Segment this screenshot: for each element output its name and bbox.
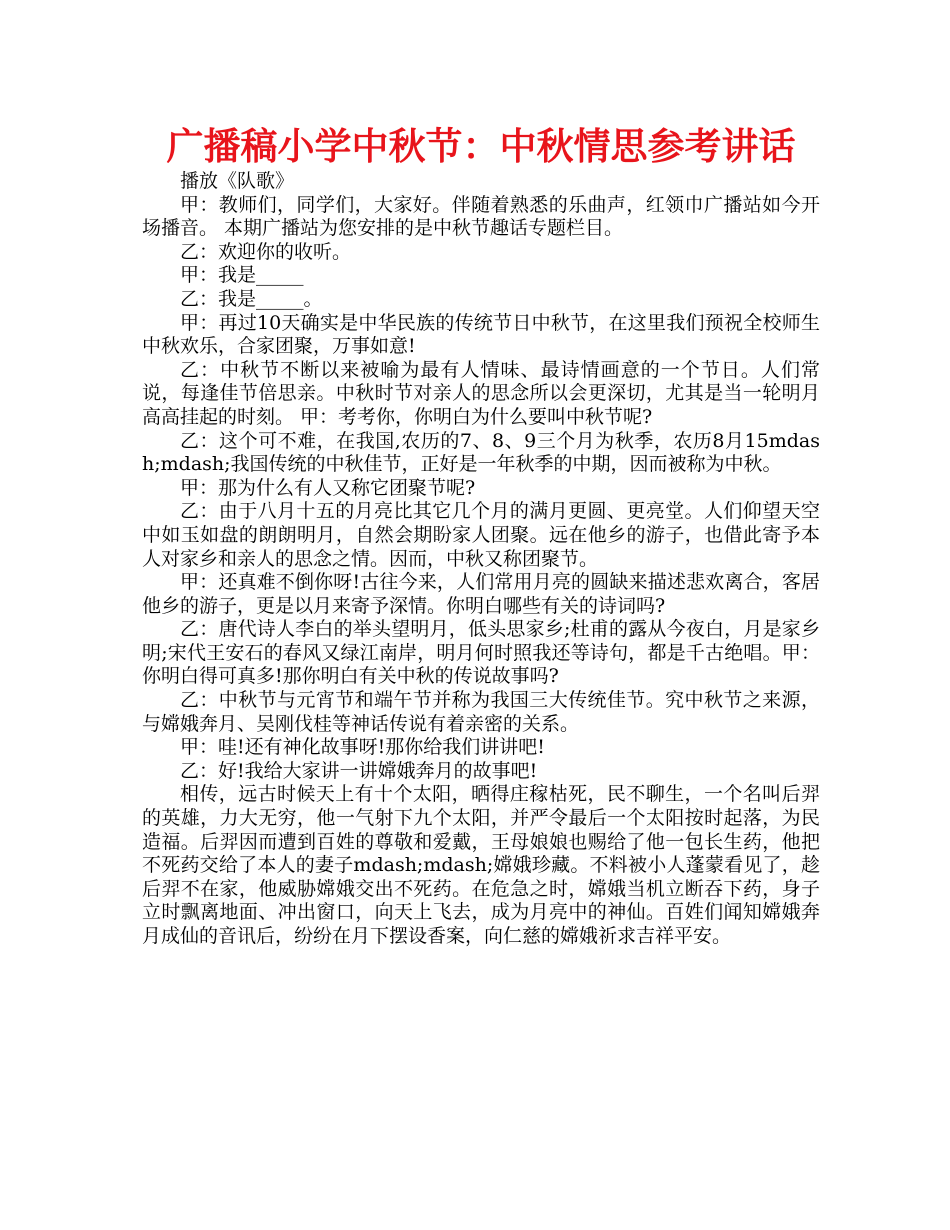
paragraph-myth-request: 甲：哇!还有神化故事呀!那你给我们讲讲吧! xyxy=(180,736,545,759)
document-title: 广播稿小学中秋节：中秋情思参考讲话 xyxy=(166,125,796,168)
paragraph-host-a-intro: 甲：我是_____ xyxy=(180,264,304,287)
paragraph-poems-answer: 乙：唐代诗人李白的举头望明月，低头思家乡;杜甫的露从今夜白，月是家乡明;宋代王安石的春风又绿江南岸，明月何时照我还等诗句，都是千古绝唱。甲：你明白得可真多!那你明白有关中秋的传说故事吗? xyxy=(142,618,820,688)
document-page xyxy=(142,124,820,949)
paragraph-welcome: 乙：欢迎你的收听。 xyxy=(180,240,352,263)
paragraph-name-origin: 乙：这个可不难，在我国,农历的7、8、9三个月为秋季，农历8月15mdash;mdash;我国传统的中秋佳节，正好是一年秋季的中期，因而被称为中秋。 xyxy=(142,429,820,476)
paragraph-change-story: 相传，远古时候天上有十个太阳，晒得庄稼枯死，民不聊生，一个名叫后羿的英雄，力大无穷，他一气射下九个太阳，并严令最后一个太阳按时起落，为民造福。后羿因而遭到百姓的尊敬和爱戴，王母娘娘也赐给了他一包长生药，他把不死药交给了本人的妻子mdash;mdash;嫦娥珍藏。不料被小人蓬蒙看见了，趁后羿不在家，他威胁嫦娥交出不死药。在危急之时，嫦娥当机立断吞下药，身子立时飘离地面、冲出窗口，向天上飞去，成为月亮中的神仙。百姓们闻知嫦娥奔月成仙的音讯后，纷纷在月下摆设香案，向仁慈的嫦娥祈求吉祥平安。 xyxy=(142,783,820,947)
paragraph-opening: 甲：教师们，同学们，大家好。伴随着熟悉的乐曲声，红领巾广播站如今开场播音。 本期广播站为您安排的是中秋节趣话专题栏目。 xyxy=(142,193,820,240)
paragraph-reunion-answer: 乙：由于八月十五的月亮比其它几个月的满月更圆、更亮堂。人们仰望天空中如玉如盘的朗朗明月，自然会期盼家人团聚。远在他乡的游子，也借此寄予本人对家乡和亲人的思念之情。因而，中秋又称团聚节。 xyxy=(142,500,820,570)
paragraph-play-anthem: 播放《队歌》 xyxy=(180,170,295,192)
paragraph-story-intro: 乙：好!我给大家讲一讲嫦娥奔月的故事吧! xyxy=(180,759,538,782)
paragraph-poems-question: 甲：还真难不倒你呀!古往今来，人们常用月亮的圆缺来描述悲欢离合，客居他乡的游子，更是以月来寄予深情。你明白哪些有关的诗词吗? xyxy=(142,571,820,617)
paragraph-greeting: 甲：再过10天确实是中华民族的传统节日中秋节，在这里我们预祝全校师生中秋欢乐，合家团聚，万事如意! xyxy=(142,311,820,358)
paragraph-festival-meaning: 乙：中秋节不断以来被喻为最有人情味、最诗情画意的一个节日。人们常说，每逢佳节倍思亲。中秋时节对亲人的思念所以会更深切，尤其是当一轮明月高高挂起的时刻。 甲：考考你，你明白为什么要叫中秋节呢? xyxy=(142,358,820,428)
paragraph-legend-origin: 乙：中秋节与元宵节和端午节并称为我国三大传统佳节。究中秋节之来源，与嫦娥奔月、吴刚伐桂等神话传说有着亲密的关系。 xyxy=(142,689,820,735)
paragraph-host-b-intro: 乙：我是_____。 xyxy=(180,287,323,310)
paragraph-reunion-question: 甲：那为什么有人又称它团聚节呢? xyxy=(180,476,476,499)
